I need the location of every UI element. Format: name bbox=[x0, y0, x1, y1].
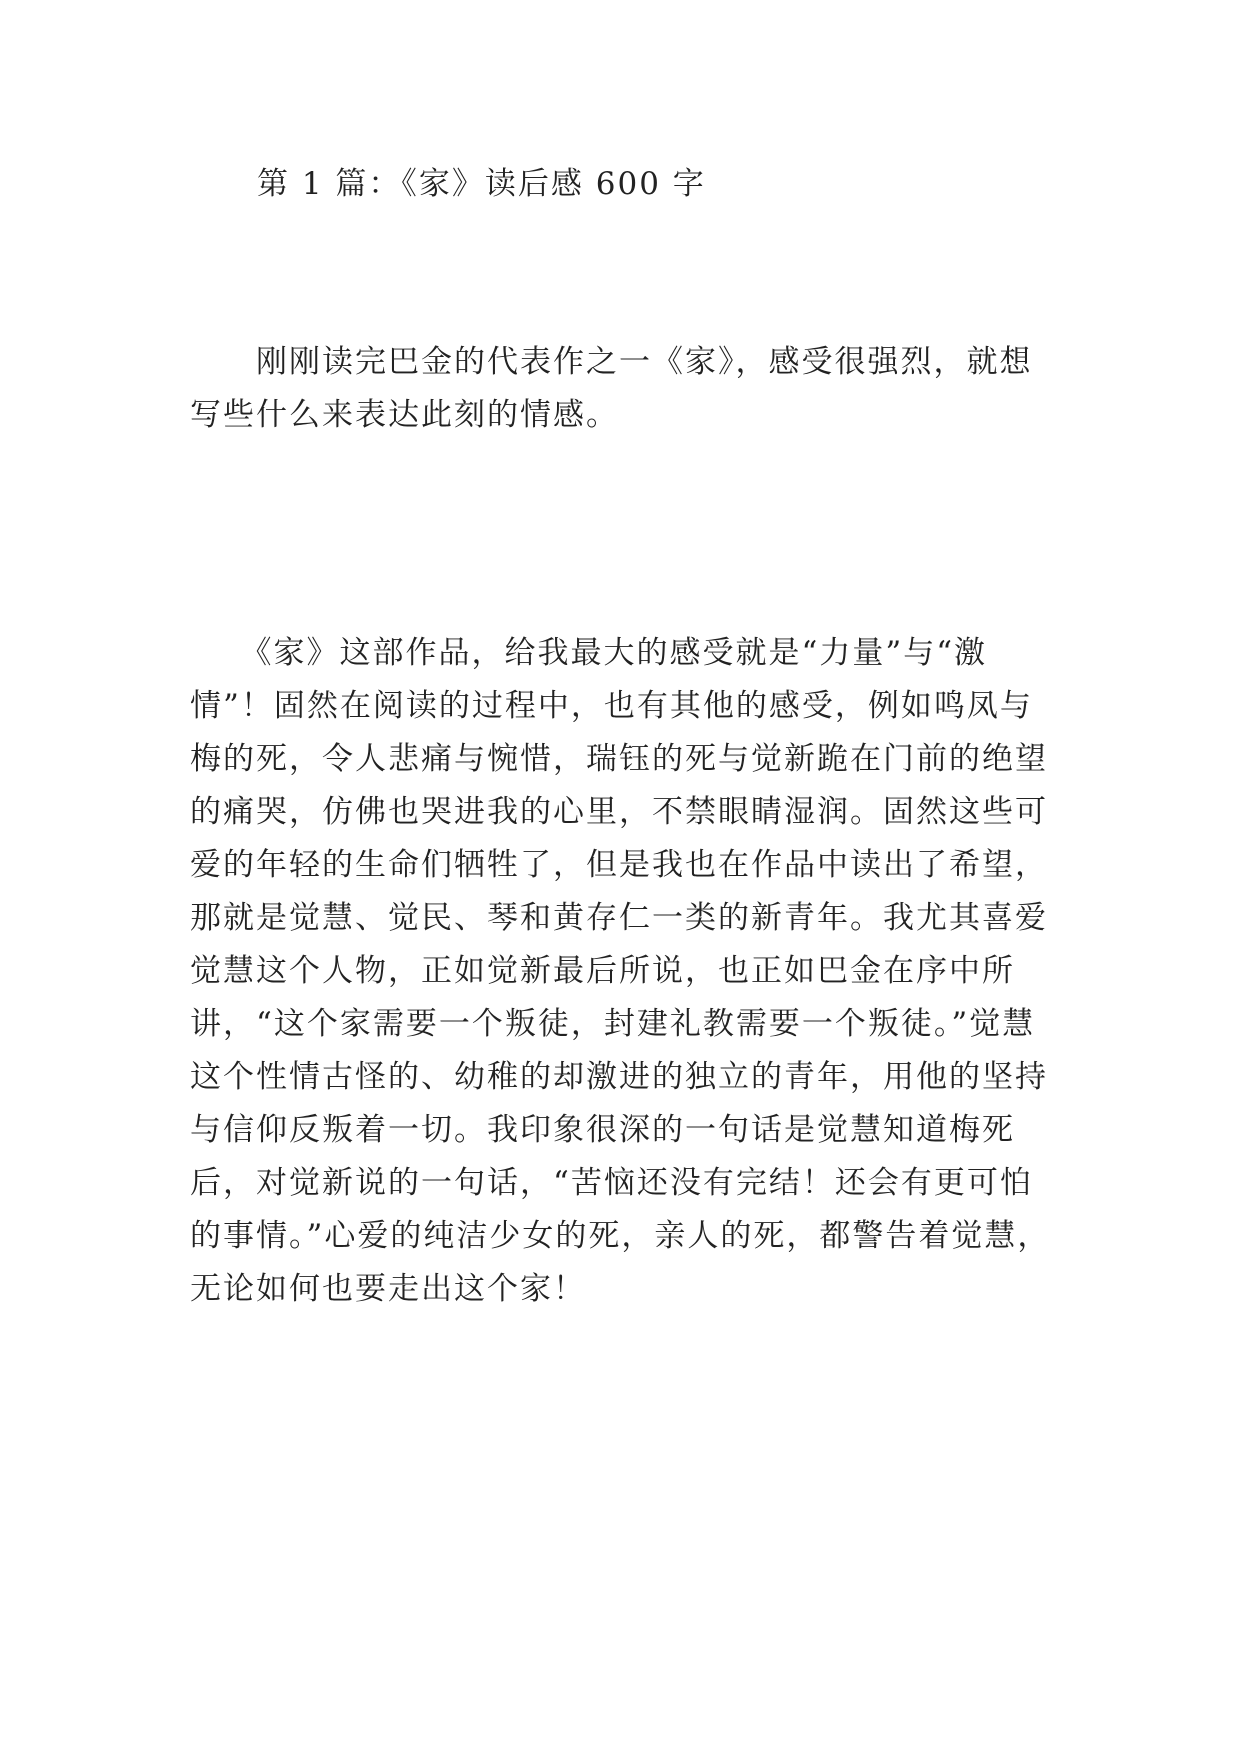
paragraph-intro: 刚刚读完巴金的代表作之一《家》，感受很强烈，就想写些什么来表达此刻的情感。 bbox=[190, 344, 1033, 433]
paragraph-body: 《家》这部作品，给我最大的感受就是“力量”与“激情”！固然在阅读的过程中，也有其他的感受，例如鸣凤与梅的死，令人悲痛与惋惜，瑞钰的死与觉新跪在门前的绝望的痛哭，仿佛也哭进我的心里，不禁眼睛湿润。固然这些可爱的年轻的生命们牺牲了，但是我也在作品中读出了希望，那就是觉慧、觉民、琴和黄存仁一类的新青年。我尤其喜爱觉慧这个人物，正如觉新最后所说，也正如巴金在序中所讲，“这个家需要一个叛徒，封建礼教需要一个叛徒。”觉慧这个性情古怪的、幼稚的却激进的独立的青年，用他的坚持与信仰反叛着一切。我印象很深的一句话是觉慧知道梅死后，对觉新说的一句话，“苦恼还没有完结！还会有更可怕的事情。”心爱的纯洁少女的死，亲人的死，都警告着觉慧，无论如何也要走出这个家！ bbox=[190, 635, 1051, 1307]
document-title: 第 1 篇：《家》读后感 600 字 bbox=[257, 166, 706, 202]
